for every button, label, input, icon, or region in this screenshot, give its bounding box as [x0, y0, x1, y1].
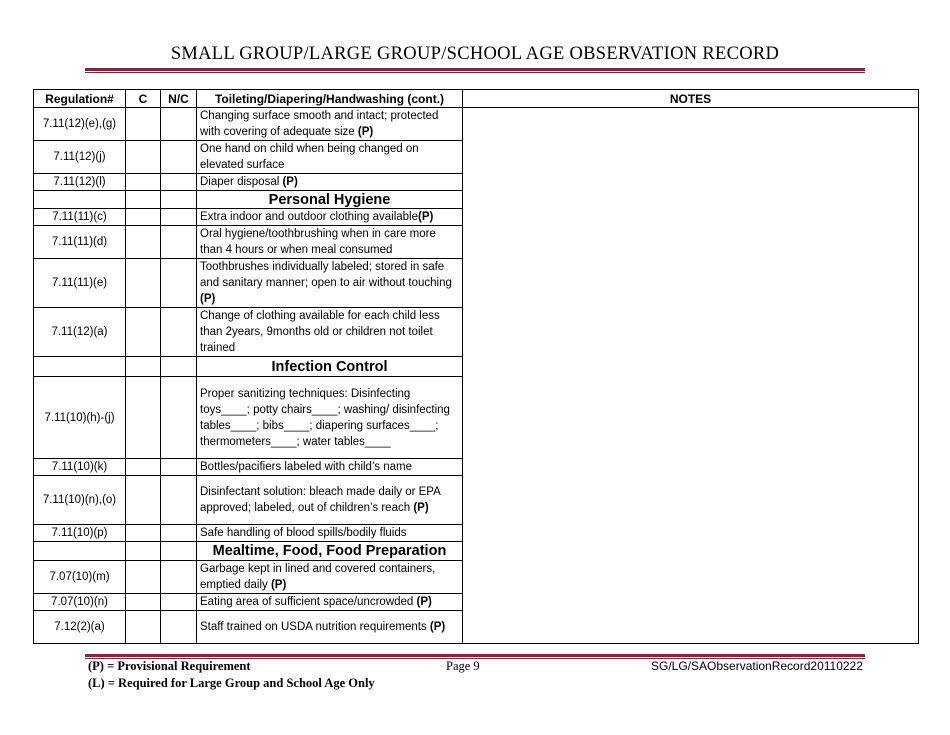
header-regulation: Regulation#	[34, 90, 126, 108]
title-rule-thin	[85, 72, 865, 73]
requirement-cell	[197, 174, 463, 191]
requirement-text: Disinfectant solution: bleach made daily or EPA approved; labeled, out of children’s reach	[200, 486, 441, 514]
compliant-cell[interactable]	[126, 108, 161, 141]
compliant-cell[interactable]	[126, 611, 161, 644]
table-row	[34, 108, 919, 141]
regulation-cell	[34, 191, 126, 209]
non-compliant-cell[interactable]	[161, 174, 197, 191]
non-compliant-cell[interactable]	[161, 561, 197, 594]
legend-large-group: (L) = Required for Large Group and School Age Only	[88, 676, 375, 690]
regulation-cell: 7.07(10)(m)	[34, 561, 126, 594]
regulation-cell: 7.11(11)(d)	[34, 226, 126, 259]
compliant-cell[interactable]	[126, 561, 161, 594]
compliant-cell[interactable]	[126, 259, 161, 308]
header-compliant: C	[126, 90, 161, 108]
compliant-cell[interactable]	[126, 226, 161, 259]
non-compliant-cell[interactable]	[161, 476, 197, 525]
regulation-cell: 7.07(10)(n)	[34, 594, 126, 611]
non-compliant-cell[interactable]	[161, 308, 197, 357]
requirement-cell	[197, 259, 463, 308]
section-heading: Personal Hygiene	[197, 191, 463, 209]
provisional-flag: (P)	[429, 621, 446, 633]
regulation-cell: 7.11(12)(a)	[34, 308, 126, 357]
requirement-text: Toothbrushes individually labeled; stored in safe and sanitary manner; open to air without touching	[200, 261, 452, 289]
non-compliant-cell	[161, 542, 197, 561]
compliant-cell[interactable]	[126, 525, 161, 542]
requirement-text: One hand on child when being changed on elevated surface	[200, 143, 419, 171]
compliant-cell	[126, 542, 161, 561]
non-compliant-cell[interactable]	[161, 141, 197, 174]
regulation-cell: 7.11(12)(l)	[34, 174, 126, 191]
notes-cell[interactable]	[463, 108, 919, 644]
compliant-cell[interactable]	[126, 209, 161, 226]
requirement-cell	[197, 594, 463, 611]
non-compliant-cell[interactable]	[161, 108, 197, 141]
compliant-cell[interactable]	[126, 476, 161, 525]
provisional-flag: (P)	[270, 579, 287, 591]
header-notes: NOTES	[463, 90, 919, 108]
regulation-cell: 7.11(12)(j)	[34, 141, 126, 174]
provisional-flag: (P)	[200, 293, 216, 305]
compliant-cell	[126, 357, 161, 377]
page-number: Page 9	[446, 659, 480, 673]
non-compliant-cell[interactable]	[161, 209, 197, 226]
non-compliant-cell[interactable]	[161, 611, 197, 644]
requirement-cell	[197, 108, 463, 141]
regulation-cell: 7.12(2)(a)	[34, 611, 126, 644]
header-item: Toileting/Diapering/Handwashing (cont.)	[197, 90, 463, 108]
header-row	[34, 90, 919, 108]
non-compliant-cell[interactable]	[161, 525, 197, 542]
compliant-cell	[126, 191, 161, 209]
regulation-cell: 7.11(10)(k)	[34, 459, 126, 476]
requirement-text: Eating area of sufficient space/uncrowded	[200, 596, 417, 608]
requirement-cell	[197, 377, 463, 459]
compliant-cell[interactable]	[126, 459, 161, 476]
requirement-text: Safe handling of blood spills/bodily fluids	[200, 527, 407, 539]
section-heading: Infection Control	[197, 357, 463, 377]
compliant-cell[interactable]	[126, 308, 161, 357]
regulation-cell: 7.11(10)(h)-(j)	[34, 377, 126, 459]
regulation-cell: 7.11(11)(c)	[34, 209, 126, 226]
compliant-cell[interactable]	[126, 594, 161, 611]
non-compliant-cell[interactable]	[161, 377, 197, 459]
non-compliant-cell[interactable]	[161, 259, 197, 308]
non-compliant-cell	[161, 357, 197, 377]
non-compliant-cell[interactable]	[161, 226, 197, 259]
non-compliant-cell	[161, 191, 197, 209]
footer-rule-thick	[85, 654, 865, 657]
requirement-text: Bottles/pacifiers labeled with child’s name	[200, 461, 413, 473]
provisional-flag: (P)	[282, 176, 298, 188]
page-title: SMALL GROUP/LARGE GROUP/SCHOOL AGE OBSERVATION RECORD	[170, 44, 780, 64]
requirement-text: Changing surface smooth and intact; protected with covering of adequate size	[200, 110, 439, 138]
requirement-text: Diaper disposal	[200, 176, 283, 188]
regulation-cell	[34, 542, 126, 561]
requirement-text: Extra indoor and outdoor clothing available	[200, 211, 419, 223]
regulation-cell: 7.11(12)(e),(g)	[34, 108, 126, 141]
requirement-cell	[197, 209, 463, 226]
requirement-cell	[197, 308, 463, 357]
requirement-text: Proper sanitizing techniques: Disinfecting toys____; potty chairs____; washing/ disinfecting tables____; bibs____; diapering surfaces____; thermometers____; water tables____	[200, 387, 450, 448]
provisional-flag: (P)	[357, 126, 374, 138]
header-non-compliant: N/C	[161, 90, 197, 108]
requirement-text: Staff trained on USDA nutrition requirements	[200, 621, 430, 633]
compliant-cell[interactable]	[126, 141, 161, 174]
regulation-cell: 7.11(11)(e)	[34, 259, 126, 308]
title-rule-thick	[85, 68, 865, 71]
observation-rows	[34, 108, 919, 644]
provisional-flag: (P)	[416, 596, 432, 608]
compliant-cell[interactable]	[126, 377, 161, 459]
requirement-cell	[197, 525, 463, 542]
section-heading: Mealtime, Food, Food Preparation	[197, 542, 463, 561]
non-compliant-cell[interactable]	[161, 594, 197, 611]
requirement-cell	[197, 561, 463, 594]
regulation-cell: 7.11(10)(n),(o)	[34, 476, 126, 525]
legend-provisional: (P) = Provisional Requirement	[88, 659, 251, 673]
requirement-text: Garbage kept in lined and covered containers, emptied daily	[200, 563, 436, 591]
document-id: SG/LG/SAObservationRecord20110222	[651, 659, 863, 673]
requirement-cell	[197, 459, 463, 476]
provisional-flag: (P)	[413, 502, 429, 514]
requirement-cell	[197, 476, 463, 525]
compliant-cell[interactable]	[126, 174, 161, 191]
requirement-text: Change of clothing available for each child less than 2years, 9months old or children not toilet trained	[200, 310, 440, 354]
requirement-cell	[197, 226, 463, 259]
requirement-cell	[197, 611, 463, 644]
provisional-flag: (P)	[418, 211, 434, 223]
requirement-cell	[197, 141, 463, 174]
regulation-cell	[34, 357, 126, 377]
observation-table	[33, 89, 919, 644]
regulation-cell: 7.11(10)(p)	[34, 525, 126, 542]
non-compliant-cell[interactable]	[161, 459, 197, 476]
requirement-text: Oral hygiene/toothbrushing when in care more than 4 hours or when meal consumed	[200, 228, 436, 256]
